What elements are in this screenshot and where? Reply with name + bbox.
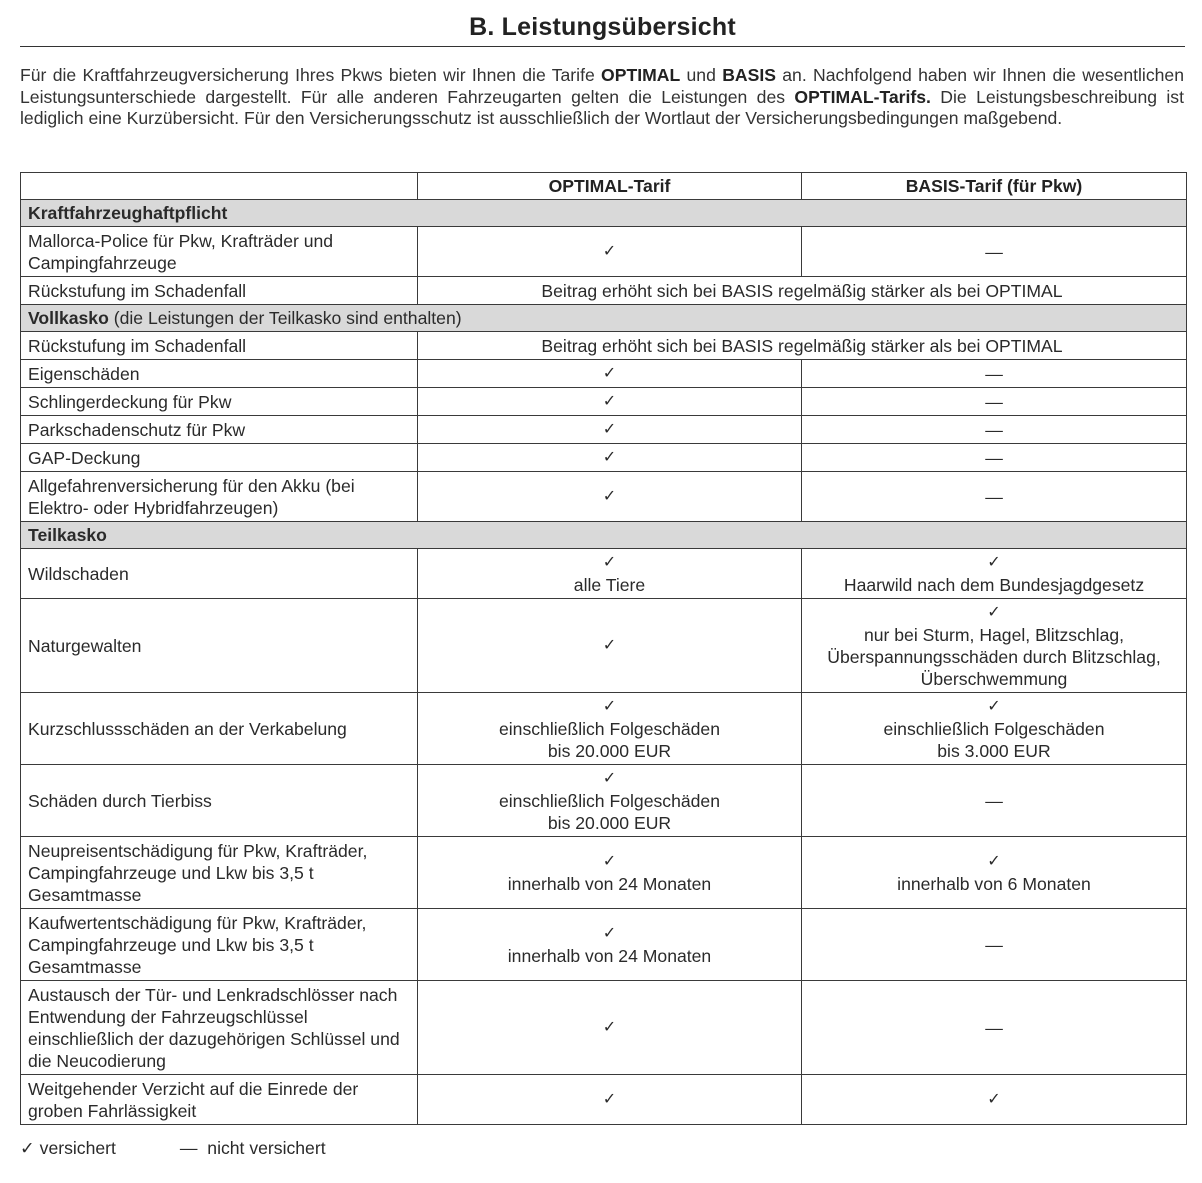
table-row (21, 416, 1187, 444)
dash-icon: — (985, 447, 1003, 468)
row-label: Weitgehender Verzicht auf die Einrede der groben Fahrlässigkeit (21, 1075, 418, 1125)
section-row-vollkasko (21, 305, 1187, 332)
check-icon: ✓ (602, 852, 617, 870)
legend-item-insured (20, 1137, 116, 1159)
table-row (21, 388, 1187, 416)
check-icon: ✓ (987, 553, 1001, 571)
table-row (21, 693, 1187, 765)
table-row (21, 765, 1187, 837)
value-text: innerhalb von 6 Monaten (897, 873, 1091, 894)
table-header-row (21, 173, 1187, 200)
dash-icon: — (985, 934, 1003, 955)
check-icon: ✓ (602, 487, 617, 505)
value-text: bis 20.000 EUR (547, 812, 672, 833)
row-label: Eigenschäden (21, 360, 418, 388)
check-icon: ✓ (602, 1090, 617, 1108)
intro-text-1: Für die Kraftfahrzeugversicherung Ihres Pkws bieten wir Ihnen die Tarife (20, 65, 602, 85)
value-text: alle Tiere (573, 574, 646, 595)
value-text: nur bei Sturm, Hagel, Blitzschlag, Überspannungsschäden durch Blitzschlag, Überschwemmung (827, 624, 1161, 689)
dash-icon: — (985, 241, 1003, 262)
row-label: GAP-Deckung (21, 444, 418, 472)
header-optimal: OPTIMAL-Tarif (418, 173, 802, 200)
dash-icon: — (985, 1017, 1003, 1038)
value-text: Haarwild nach dem Bundesjagdgesetz (843, 574, 1145, 595)
table-row (21, 472, 1187, 522)
table-row (21, 332, 1187, 360)
row-label: Naturgewalten (21, 599, 418, 693)
row-label: Rückstufung im Schadenfall (21, 277, 418, 305)
section-title: Teilkasko (28, 525, 107, 545)
row-label: Kurzschlussschäden an der Verkabelung (21, 693, 418, 765)
check-icon: ✓ (987, 852, 1001, 870)
dash-icon: — (985, 790, 1003, 811)
value-text: einschließlich Folgeschäden (498, 718, 721, 739)
check-icon: ✓ (602, 420, 617, 438)
check-icon: ✓ (602, 553, 617, 571)
title-divider (20, 46, 1185, 47)
intro-bold-basis: BASIS (722, 65, 776, 85)
merged-value: Beitrag erhöht sich bei BASIS regelmäßig stärker als bei OPTIMAL (418, 277, 1187, 305)
value-text: bis 20.000 EUR (547, 740, 672, 761)
intro-text-2: und (680, 65, 723, 85)
row-label: Allgefahrenversicherung für den Akku (bei Elektro- oder Hybridfahrzeugen) (21, 472, 418, 522)
check-icon: ✓ (987, 697, 1001, 715)
table-row (21, 909, 1187, 981)
dash-icon: — (985, 419, 1003, 440)
table-row (21, 599, 1187, 693)
section-row-teilkasko (21, 522, 1187, 549)
row-label: Parkschadenschutz für Pkw (21, 416, 418, 444)
table-row (21, 549, 1187, 599)
table-row (21, 1075, 1187, 1125)
check-icon: ✓ (602, 769, 617, 787)
check-icon: ✓ (602, 697, 617, 715)
intro-bold-optimal: OPTIMAL (601, 65, 681, 85)
page-title: B. Leistungsübersicht (469, 13, 736, 41)
benefits-table (20, 172, 1187, 1125)
legend-label-not-insured: nicht versichert (207, 1138, 326, 1158)
table-row (21, 444, 1187, 472)
intro-text-4: Die Leistungsbeschreibung ist lediglich eine Kurzübersicht. Für den Versicherungsschutz ist ausschließlich der Wortlaut der Versicherungsbedingungen maßgebend. (20, 86, 1184, 128)
legend-item-not-insured (180, 1137, 326, 1159)
row-label: Schlingerdeckung für Pkw (21, 388, 418, 416)
legend (20, 1137, 326, 1159)
section-row-haftpflicht (21, 200, 1187, 227)
check-icon: ✓ (602, 364, 617, 382)
header-feature (21, 173, 418, 200)
check-icon: ✓ (987, 1090, 1001, 1108)
value-text: innerhalb von 24 Monaten (507, 873, 712, 894)
check-icon: ✓ (602, 242, 617, 260)
intro-text-3: an. Nachfolgend haben wir Ihnen die wesentlichen Leistungsunterschiede dargestellt. Für alle anderen Fahrzeugarten gelten die Leistungen des (20, 65, 1184, 107)
intro-bold-optimal-tarifs: OPTIMAL-Tarifs. (794, 86, 931, 107)
row-label: Neupreisentschädigung für Pkw, Krafträder, Campingfahrzeuge und Lkw bis 3,5 t Gesamtmasse (21, 837, 418, 909)
section-title: Vollkasko (28, 308, 109, 328)
row-label: Kaufwertentschädigung für Pkw, Krafträder, Campingfahrzeuge und Lkw bis 3,5 t Gesamtmasse (21, 909, 418, 981)
dash-icon: — (179, 1138, 198, 1158)
dash-icon: — (985, 391, 1003, 412)
merged-value: Beitrag erhöht sich bei BASIS regelmäßig stärker als bei OPTIMAL (418, 332, 1187, 360)
row-label: Mallorca-Police für Pkw, Krafträder und Campingfahrzeuge (21, 227, 418, 277)
check-icon: ✓ (602, 448, 617, 466)
table-row (21, 360, 1187, 388)
row-label: Austausch der Tür- und Lenkradschlösser nach Entwendung der Fahrzeugschlüssel einschließlich der dazugehörigen Schlüssel und die Neucodierung (21, 981, 418, 1075)
table-row (21, 227, 1187, 277)
row-label: Wildschaden (21, 549, 418, 599)
header-basis: BASIS-Tarif (für Pkw) (802, 173, 1187, 200)
legend-label-insured: versichert (39, 1138, 116, 1158)
section-note: (die Leistungen der Teilkasko sind enthalten) (108, 308, 462, 328)
check-icon: ✓ (602, 636, 617, 654)
dash-icon: — (985, 363, 1003, 384)
row-label: Rückstufung im Schadenfall (21, 332, 418, 360)
value-text: bis 3.000 EUR (937, 740, 1051, 761)
check-icon: ✓ (20, 1138, 35, 1158)
value-text: einschließlich Folgeschäden (883, 718, 1105, 739)
check-icon: ✓ (602, 924, 617, 942)
intro-paragraph (20, 65, 1184, 130)
value-text: einschließlich Folgeschäden (498, 790, 721, 811)
dash-icon: — (985, 486, 1003, 507)
table-row (21, 277, 1187, 305)
check-icon: ✓ (602, 392, 617, 410)
check-icon: ✓ (987, 603, 1001, 621)
value-text: innerhalb von 24 Monaten (507, 945, 712, 966)
section-title: Kraftfahrzeughaftpflicht (28, 203, 228, 223)
check-icon: ✓ (602, 1018, 617, 1036)
table-row (21, 837, 1187, 909)
table-row (21, 981, 1187, 1075)
row-label: Schäden durch Tierbiss (21, 765, 418, 837)
